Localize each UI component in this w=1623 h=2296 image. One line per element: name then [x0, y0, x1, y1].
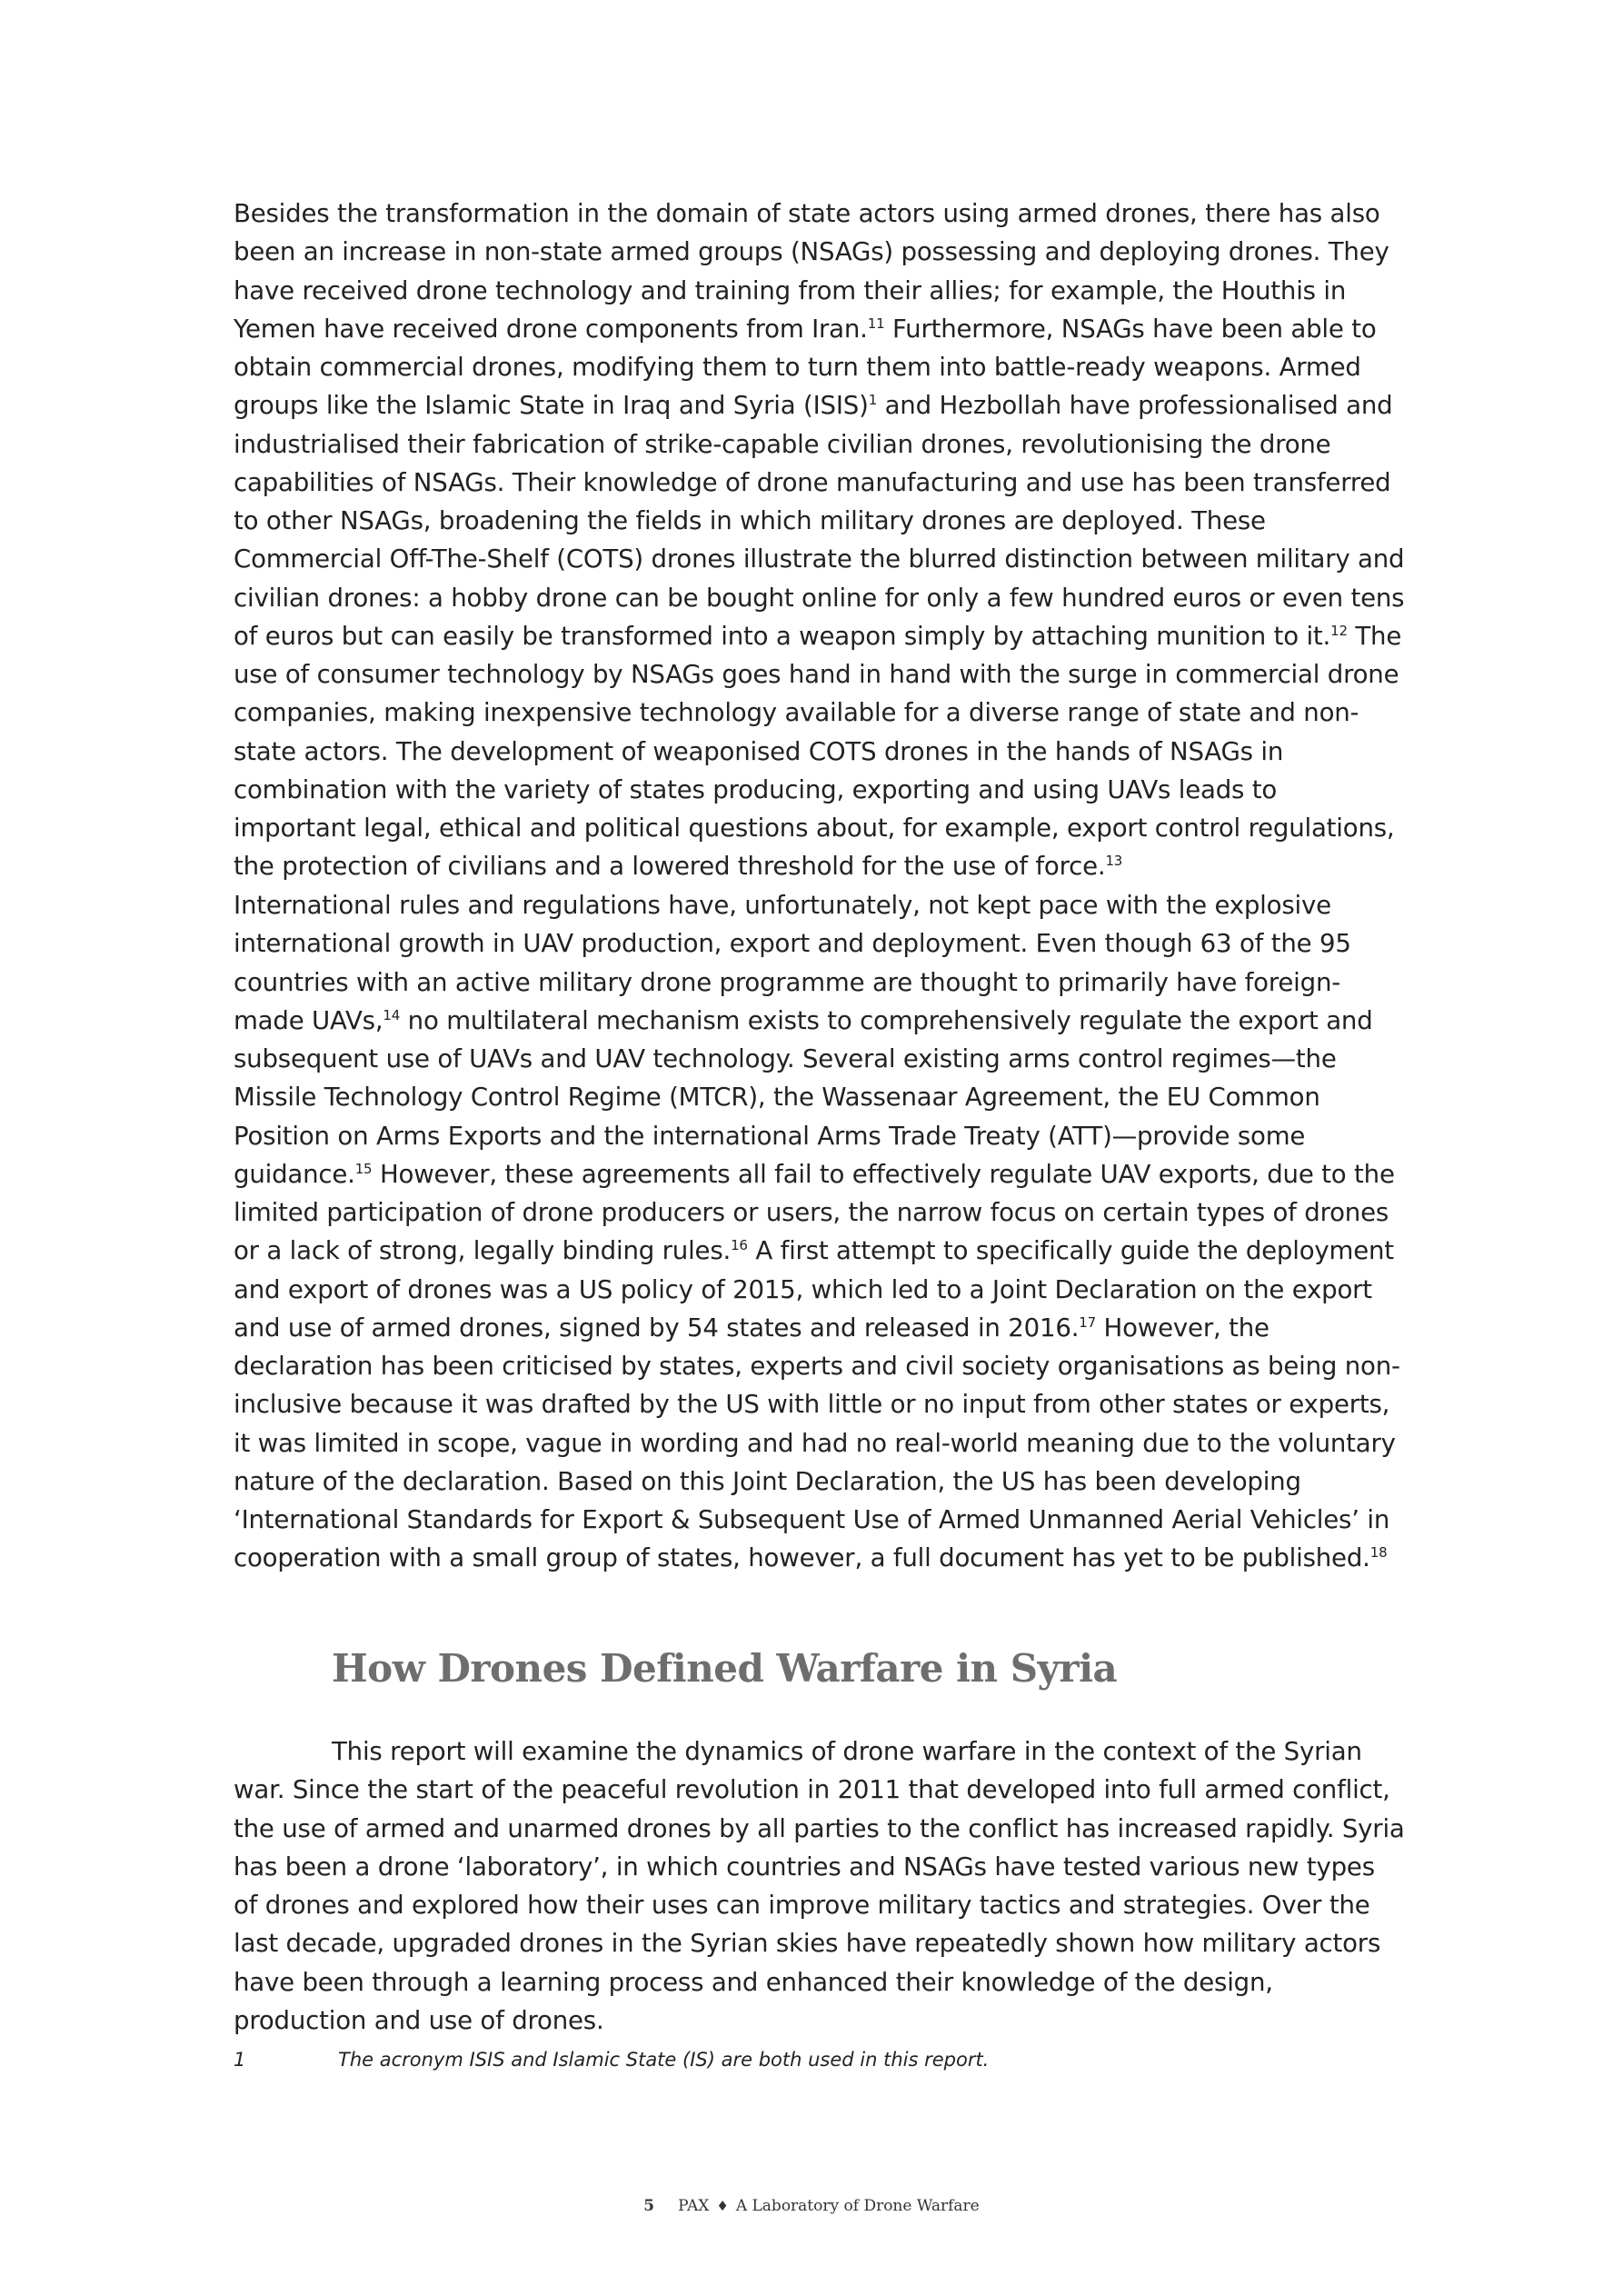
page-number: 5	[643, 2197, 655, 2215]
footnote-ref[interactable]: 13	[1105, 853, 1123, 870]
footnote-ref[interactable]: 16	[731, 1237, 748, 1254]
publisher-name: PAX	[678, 2197, 710, 2215]
footnote-ref[interactable]: 14	[383, 1006, 401, 1023]
section-heading: How Drones Defined Warfare in Syria	[332, 1646, 1118, 1691]
paragraph-text: However, the declaration has been criticised by states, experts and civil society organisations as being non-inclusive because it was drafted by the US with little or no input from other states or experts, it was limited in scope, vague in wording and had no real-world meaning due to the voluntary nature of the declaration. Based on this Joint Declaration, the US has been developing ‘International Standards for Export & Subsequent Use of Armed Unmanned Aerial Vehicles’ in cooperation with a small group of states, however, a full document has yet to be published.	[234, 1312, 1400, 1573]
paragraph-text: A first attempt to specifically guide the deployment and export of drones was a US policy of 2015, which led to a Joint Declaration on the export and use of armed drones, signed by 54 states and released in 2016.	[234, 1235, 1394, 1343]
paragraph-text: The use of consumer technology by NSAGs goes hand in hand with the surge in commercial drone companies, making inexpensive technology available for a diverse range of state and non-state actors. The development of weaponised COTS drones in the hands of NSAGs in combination with the variety of states producing, exporting and using UAVs leads to important legal, ethical and political questions about, for example, export control regulations, the protection of civilians and a lowered threshold for the use of force.	[234, 620, 1402, 882]
paragraph-text: International rules and regulations have, unfortunately, not kept pace with the explosive international growth in UAV production, export and deployment. Even though 63 of the 95 countries with an active military drone programme are thought to primarily have foreign-made UAVs,	[234, 890, 1351, 1035]
paragraph-text: Besides the transformation in the domain of state actors using armed drones, there has also been an increase in non-state armed groups (NSAGs) possessing and deploying drones. They have received drone technology and training from their allies; for example, the Houthis in Yemen have received drone components from Iran.	[234, 198, 1389, 344]
body-paragraph-3: This report will examine the dynamics of drone warfare in the context of the Syrian war. Since the start of the peaceful revolution in 2011 that developed into full armed conflict, the use of armed and unarmed drones by all parties to the conflict has increased rapidly. Syria has been a drone ‘laboratory’, in which countries and NSAGs have tested various new types of drones and explored how their uses can improve military tactics and strategies. Over the last decade, upgraded drones in the Syrian skies have repeatedly shown how military actors have been through a learning process and enhanced their knowledge of the design, production and use of drones.	[234, 1736, 1405, 2035]
footnote-ref[interactable]: 1	[868, 392, 878, 409]
paragraph-text: Furthermore, NSAGs have been able to obtain commercial drones, modifying them to turn them into battle-ready weapons. Armed groups like the Islamic State in Iraq and Syria (ISIS)	[234, 313, 1377, 421]
paragraph-text: However, these agreements all fail to effectively regulate UAV exports, due to the limited participation of drone producers or users, the narrow focus on certain types of drones or a lack of strong, legally binding rules.	[234, 1158, 1395, 1266]
diamond-separator-icon: ♦	[716, 2198, 729, 2214]
footnote-ref[interactable]: 18	[1369, 1544, 1388, 1562]
report-title: A Laboratory of Drone Warfare	[735, 2197, 980, 2215]
footnote-ref[interactable]: 17	[1079, 1313, 1096, 1331]
footnote	[234, 2046, 989, 2073]
footnote-ref[interactable]: 11	[867, 314, 885, 332]
body-paragraph-2	[234, 886, 1406, 1578]
paragraph-text: no multilateral mechanism exists to comprehensively regulate the export and subsequent use of UAVs and UAV technology. Several existing arms control regimes—the Missile Technology Control Regime (MTCR), the Wassenaar Agreement, the EU Common Position on Arms Exports and the international Arms Trade Treaty (ATT)—provide some guidance.	[234, 1004, 1373, 1189]
body-paragraph-1	[234, 195, 1406, 886]
page-footer	[0, 2197, 1623, 2215]
footnote-ref[interactable]: 12	[1330, 622, 1348, 639]
footnote-number: 1	[234, 2049, 246, 2071]
footnote-text: The acronym ISIS and Islamic State (IS) are both used in this report.	[338, 2049, 990, 2071]
paragraph-text: and Hezbollah have professionalised and industrialised their fabrication of strike-capable civilian drones, revolutionising the drone capabilities of NSAGs. Their knowledge of drone manufacturing and use has been transferred to other NSAGs, broadening the fields in which military drones are deployed. These Commercial Off-The-Shelf (COTS) drones illustrate the blurred distinction between military and civilian drones: a hobby drone can be bought online for only a few hundred euros or even tens of euros but can easily be transformed into a weapon simply by attaching munition to it.	[234, 390, 1405, 651]
footnote-ref[interactable]: 15	[354, 1160, 373, 1177]
